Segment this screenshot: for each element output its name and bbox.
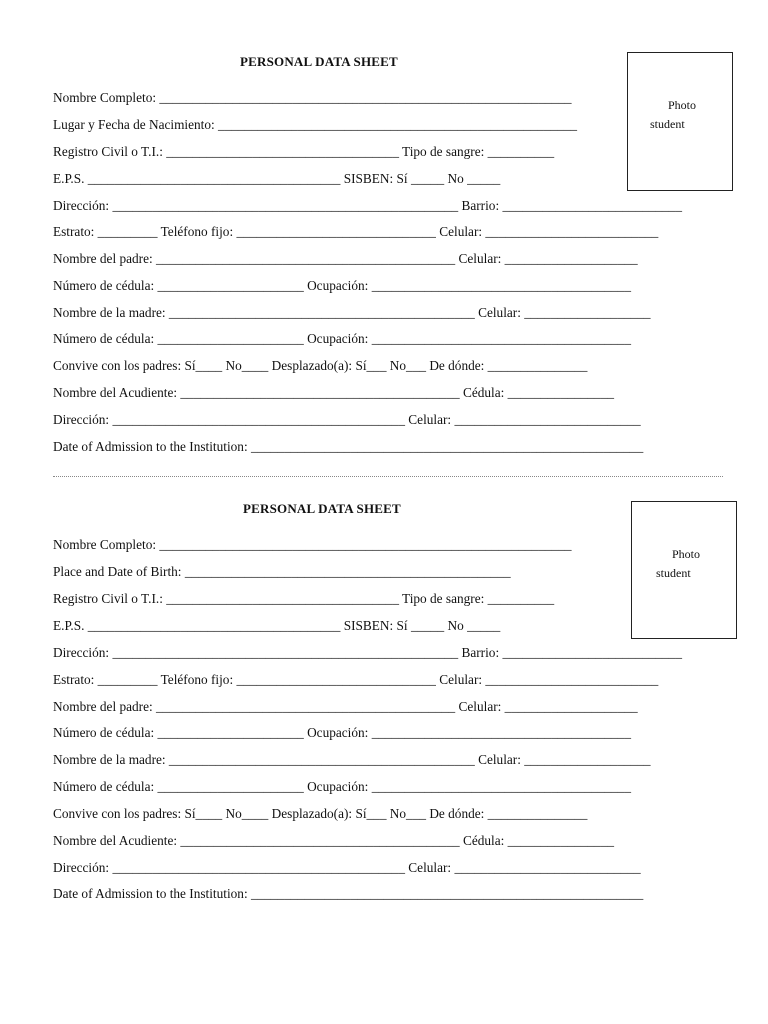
photo-sublabel: student <box>656 566 691 580</box>
field-lugar-fecha-nacimiento: Lugar y Fecha de Nacimiento: ______________________________________________________ <box>53 117 578 132</box>
sheet-title: PERSONAL DATA SHEET <box>240 54 398 69</box>
field-place-date-birth: Place and Date of Birth: _________________________________________________ <box>53 564 511 579</box>
field-cedula-padre: Número de cédula: ______________________ Ocupación: _______________________________________ <box>53 725 631 740</box>
cut-line-divider <box>53 476 723 477</box>
field-date-admission: Date of Admission to the Institution: ___________________________________________________________ <box>53 886 644 901</box>
field-eps-sisben: E.P.S. ______________________________________ SISBEN: Sí _____ No _____ <box>53 171 501 186</box>
photo-sublabel: student <box>650 117 685 131</box>
field-nombre-padre: Nombre del padre: _____________________________________________ Celular: ____________________ <box>53 251 638 266</box>
field-registro-civil: Registro Civil o T.I.: ___________________________________ Tipo de sangre: __________ <box>53 144 555 159</box>
field-registro-civil: Registro Civil o T.I.: ___________________________________ Tipo de sangre: __________ <box>53 591 555 606</box>
field-convive-desplazado: Convive con los padres: Sí____ No____ Desplazado(a): Sí___ No___ De dónde: _______________ <box>53 806 588 821</box>
field-estrato-telefono: Estrato: _________ Teléfono fijo: ______________________________ Celular: __________________________ <box>53 224 659 239</box>
photo-box <box>631 501 737 639</box>
field-estrato-telefono: Estrato: _________ Teléfono fijo: ______________________________ Celular: __________________________ <box>53 672 659 687</box>
field-date-admission: Date of Admission to the Institution: ___________________________________________________________ <box>53 439 644 454</box>
photo-label: Photo <box>668 98 697 112</box>
field-cedula-padre: Número de cédula: ______________________ Ocupación: _______________________________________ <box>53 278 631 293</box>
field-direccion-barrio: Dirección: ____________________________________________________ Barrio: ___________________________ <box>53 198 682 213</box>
photo-label: Photo <box>672 547 701 561</box>
field-convive-desplazado: Convive con los padres: Sí____ No____ Desplazado(a): Sí___ No___ De dónde: _______________ <box>53 358 588 373</box>
field-acudiente: Nombre del Acudiente: __________________________________________ Cédula: ________________ <box>53 385 615 400</box>
field-eps-sisben: E.P.S. ______________________________________ SISBEN: Sí _____ No _____ <box>53 618 501 633</box>
field-cedula-madre: Número de cédula: ______________________ Ocupación: _______________________________________ <box>53 779 631 794</box>
field-nombre-madre: Nombre de la madre: ______________________________________________ Celular: ___________________ <box>53 305 651 320</box>
photo-box <box>627 52 733 191</box>
field-acudiente: Nombre del Acudiente: __________________________________________ Cédula: ________________ <box>53 833 615 848</box>
field-nombre-completo: Nombre Completo: ______________________________________________________________ <box>53 90 572 105</box>
field-nombre-padre: Nombre del padre: _____________________________________________ Celular: ____________________ <box>53 699 638 714</box>
field-direccion-acudiente: Dirección: ____________________________________________ Celular: ____________________________ <box>53 860 641 875</box>
field-cedula-madre: Número de cédula: ______________________ Ocupación: _______________________________________ <box>53 331 631 346</box>
field-nombre-completo: Nombre Completo: ______________________________________________________________ <box>53 537 572 552</box>
field-direccion-barrio: Dirección: ____________________________________________________ Barrio: ___________________________ <box>53 645 682 660</box>
field-nombre-madre: Nombre de la madre: ______________________________________________ Celular: ___________________ <box>53 752 651 767</box>
field-direccion-acudiente: Dirección: ____________________________________________ Celular: ____________________________ <box>53 412 641 427</box>
sheet-title: PERSONAL DATA SHEET <box>243 501 401 516</box>
